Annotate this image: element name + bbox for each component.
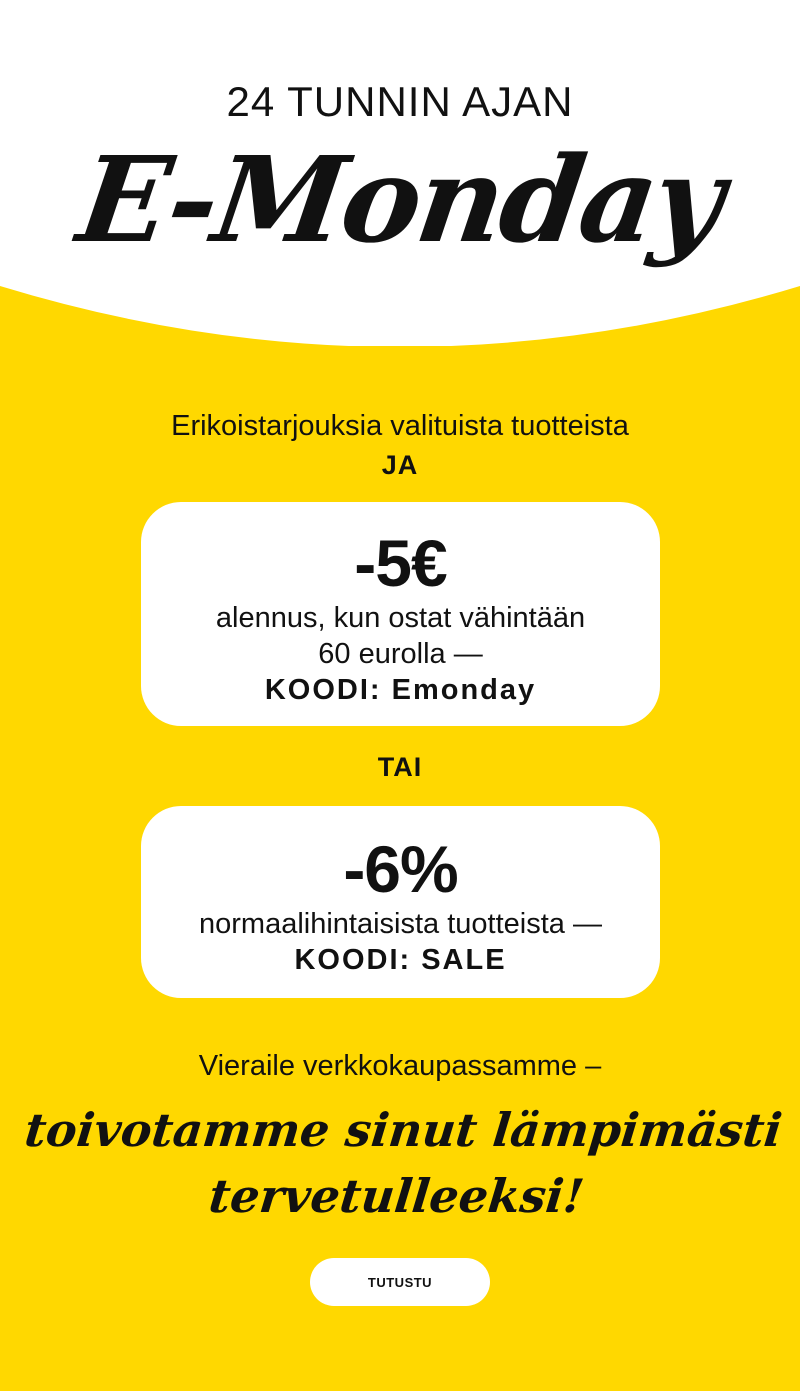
- welcome-line: toivotamme sinut lämpimästi: [22, 1103, 785, 1157]
- offer-amount: -6%: [343, 832, 458, 906]
- explore-button[interactable]: TUTUSTU: [310, 1258, 490, 1306]
- offer-code: KOODI: SALE: [294, 944, 507, 976]
- offer-code: KOODI: Emonday: [264, 674, 537, 706]
- welcome-message: [0, 1097, 800, 1229]
- offer-description: 60 eurolla —: [318, 638, 483, 670]
- offer-card-percent: [141, 806, 660, 998]
- offer-description: alennus, kun ostat vähintään: [215, 602, 586, 634]
- welcome-line: tervetulleeksi!: [206, 1169, 587, 1223]
- visit-text: Vieraile verkkokaupassamme –: [198, 1050, 602, 1082]
- joiner-ja: JA: [381, 450, 419, 480]
- offer-description: normaalihintaisista tuotteista —: [199, 908, 602, 940]
- separator-tai: TAI: [377, 752, 423, 782]
- offer-card-euro: [141, 502, 660, 726]
- offer-amount: -5€: [354, 526, 447, 600]
- header-kicker: 24 TUNNIN AJAN: [226, 78, 574, 125]
- brand-title: E-Monday: [70, 130, 730, 269]
- header-banner: [0, 0, 800, 346]
- intro-text: Erikoistarjouksia valituista tuotteista: [171, 410, 629, 442]
